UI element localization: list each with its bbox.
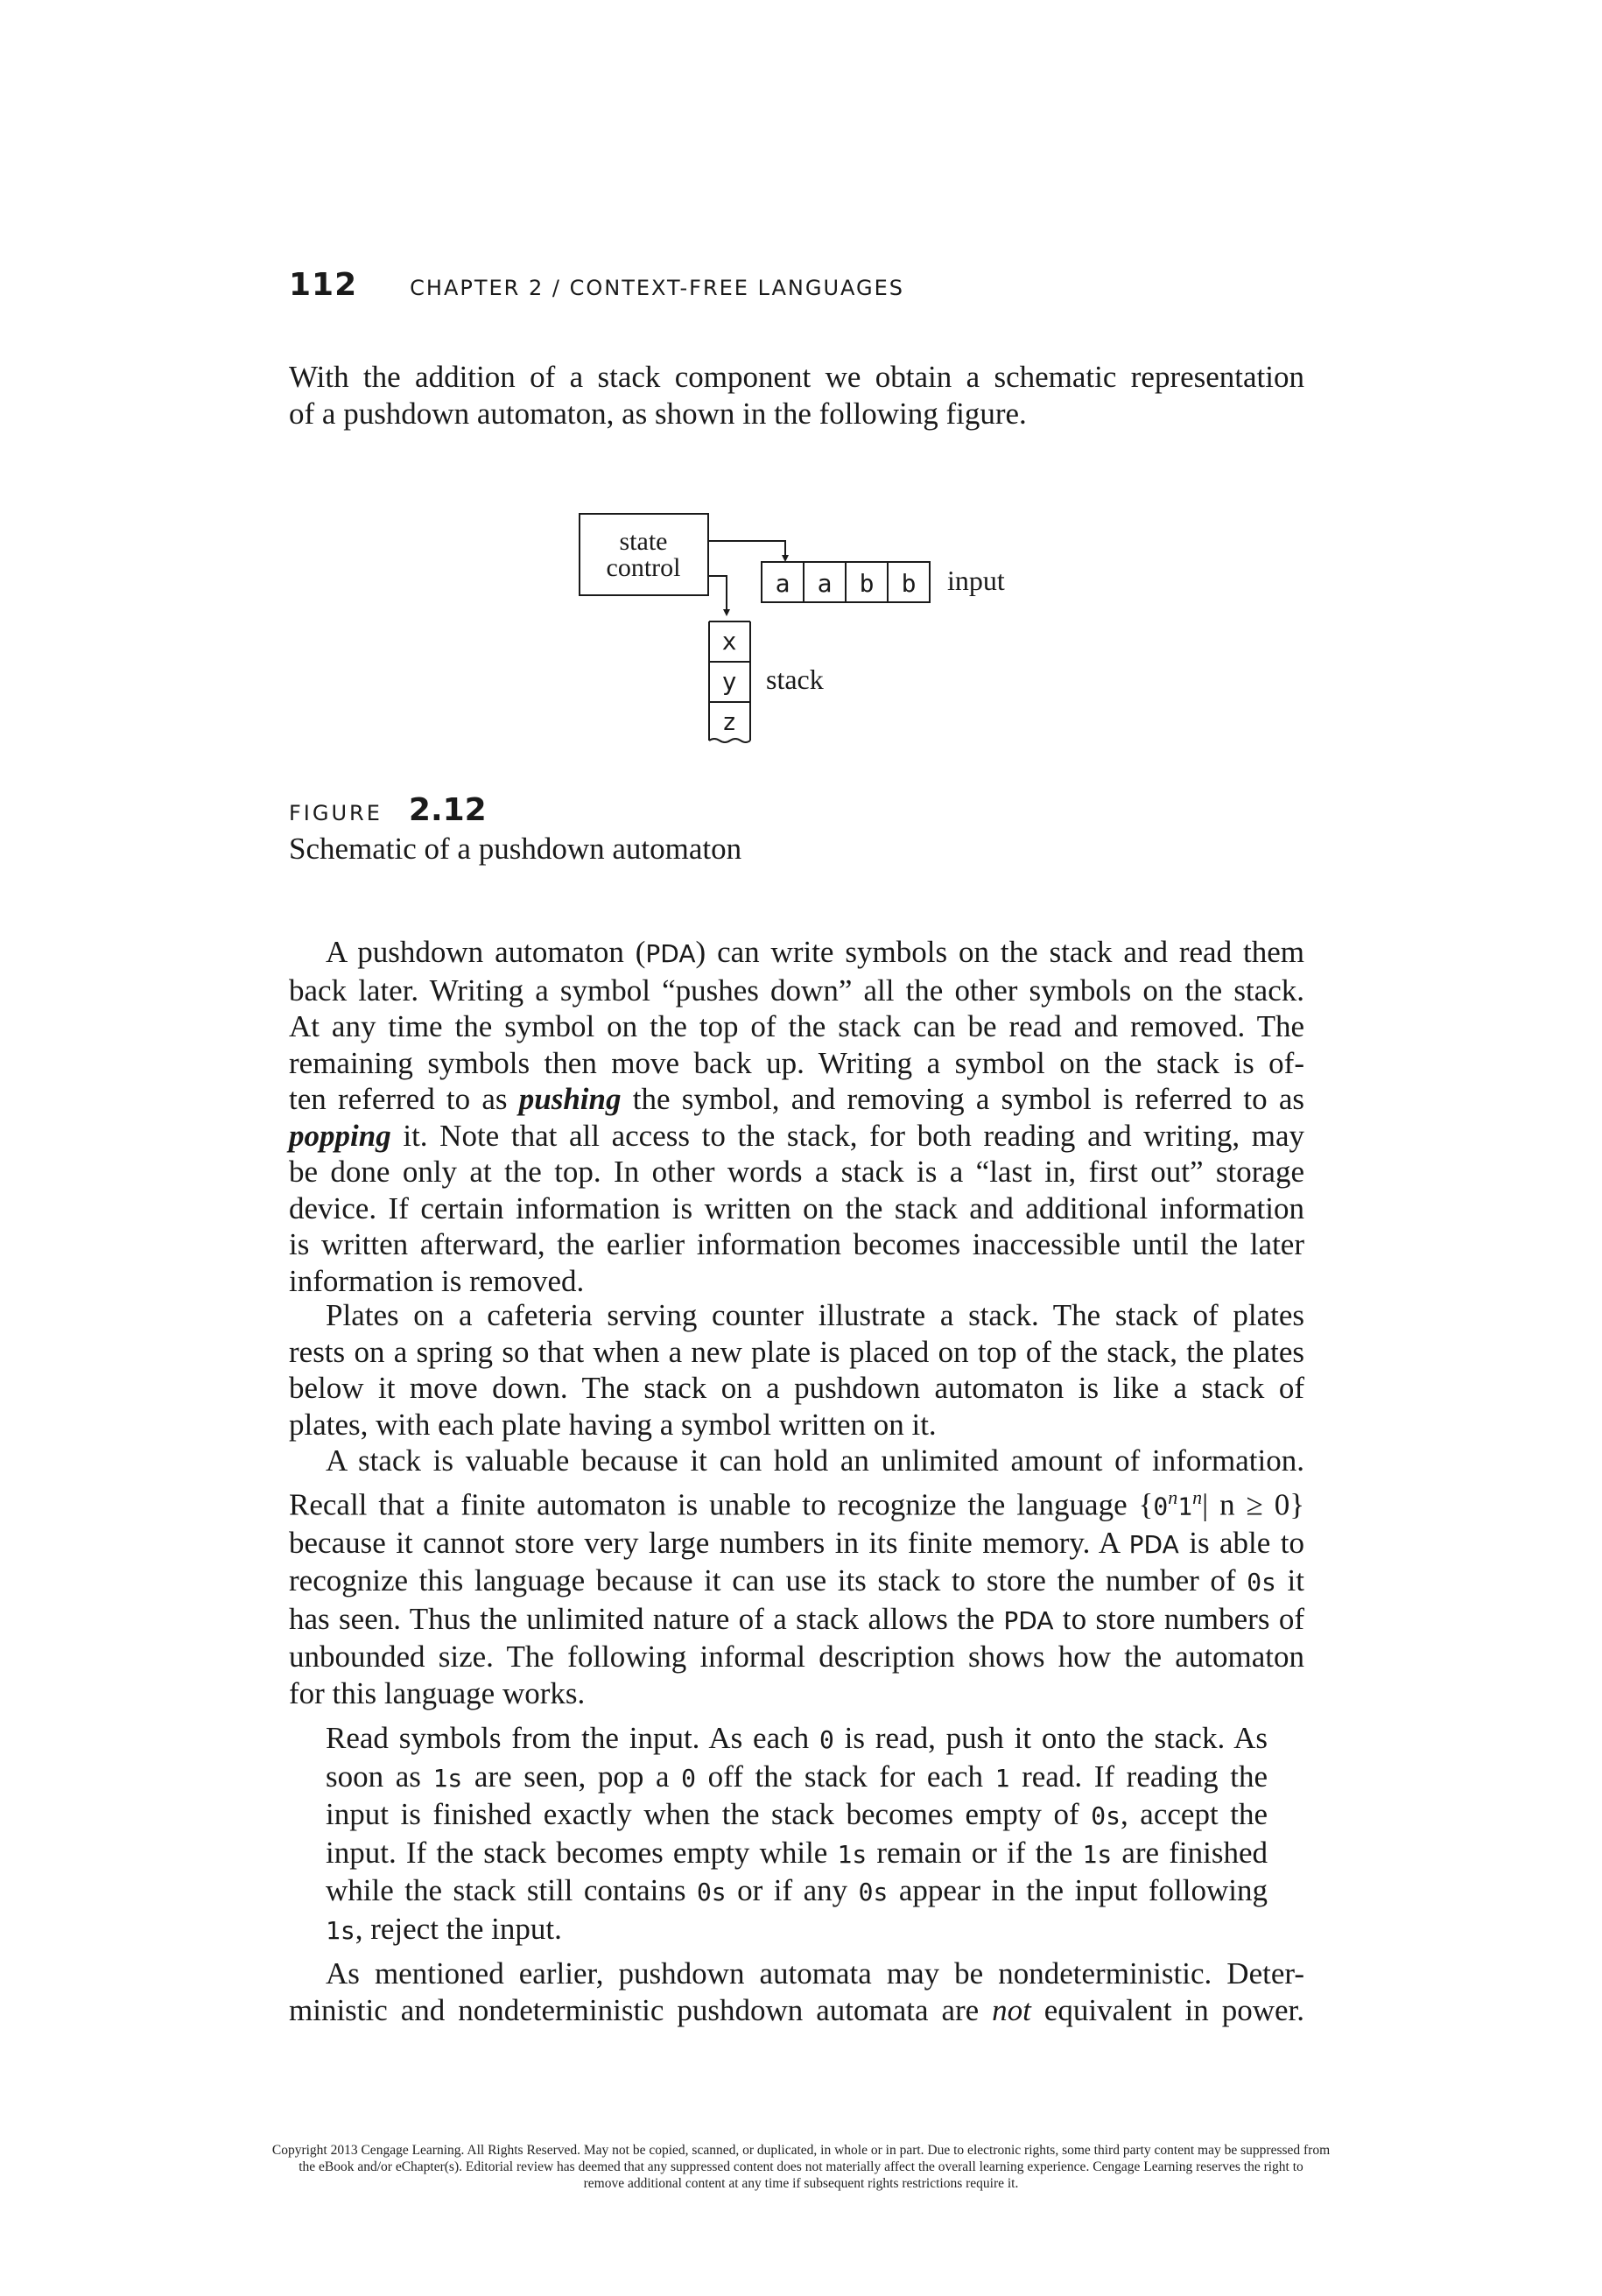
page-number: 112 [289, 267, 358, 303]
text-line: soon as 1s are seen, pop a 0 off the stack for each 1 read. If reading the [326, 1759, 1268, 1794]
text-line: popping it. Note that all access to the stack, for both reading and writing, may [289, 1118, 1304, 1153]
input-cell: b [901, 569, 917, 598]
text-line: At any time the symbol on the top of the stack can be read and removed. The [289, 1009, 1304, 1043]
text-line: recognize this language because it can use its stack to store the number of 0s it [289, 1563, 1304, 1598]
figure-word: FIGURE [289, 801, 383, 825]
figure-caption: Schematic of a pushdown automaton [289, 832, 742, 866]
input-label: input [947, 565, 1005, 596]
stack-cell: x [721, 627, 737, 656]
text-line: input. If the stack becomes empty while 1s remain or if the 1s are finished [326, 1835, 1268, 1870]
text-line: ten referred to as pushing the symbol, and removing a symbol is referred to as [289, 1082, 1304, 1116]
input-cell: a [775, 569, 790, 598]
text-line: rests on a spring so that when a new plate is placed on top of the stack, the plates [289, 1334, 1304, 1369]
text-line: has seen. Thus the unlimited nature of a stack allows the PDA to store numbers of [289, 1601, 1304, 1636]
informal-description [326, 1720, 1268, 1948]
paragraph-stack-value [289, 1443, 1304, 1711]
arrowhead [782, 555, 789, 562]
page-header [289, 267, 904, 311]
figure-number: 2.12 [408, 792, 487, 828]
term-popping: popping [289, 1118, 391, 1153]
text-line: for this language works. [289, 1675, 586, 1710]
text-line: 1s, reject the input. [326, 1911, 562, 1946]
term-pushing: pushing [518, 1082, 622, 1116]
text-line: A pushdown automaton (PDA) can write symbols on the stack and read them [326, 935, 1304, 969]
stack-head-arrow [708, 576, 727, 611]
state-control-label-2: control [606, 553, 681, 582]
text-line: information is removed. [289, 1263, 585, 1298]
text-line: remaining symbols then move back up. Writing a symbol on the stack is of- [289, 1045, 1304, 1080]
paragraph-nondeterminism [289, 1955, 1304, 2028]
text-line: plates, with each plate having a symbol written on it. [289, 1407, 937, 1442]
paragraph-pda-stack [289, 934, 1304, 1299]
copyright-footer [193, 2142, 1409, 2192]
text-line: ministic and nondeterministic pushdown automata are not equivalent in power. [289, 1992, 1304, 2027]
stack-label: stack [766, 664, 824, 695]
input-cell: b [859, 569, 875, 598]
input-cell: a [817, 569, 833, 598]
footer-line: the eBook and/or eChapter(s). Editorial review has deemed that any suppressed content does not materially affect the overall learning experience. Cengage Learning reserves the right to [299, 2159, 1303, 2174]
text-line: back later. Writing a symbol “pushes down” all the other symbols on the stack. [289, 972, 1304, 1008]
input-tape [762, 562, 930, 602]
footer-line: remove additional content at any time if subsequent rights restrictions require it. [583, 2176, 1019, 2191]
stack-cell: z [721, 707, 737, 736]
text-line: below it move down. The stack on a pushdown automaton is like a stack of [289, 1371, 1304, 1405]
emphasis-not: not [992, 1992, 1031, 2027]
text-line: is written afterward, the earlier information becomes inaccessible until the later [289, 1227, 1304, 1261]
input-head-arrow [708, 541, 785, 557]
arrowhead [723, 609, 730, 616]
paragraph-plates [289, 1297, 1304, 1443]
footer-line: Copyright 2013 Cengage Learning. All Rights Reserved. May not be copied, scanned, or duplicated, in whole or in part. Due to electronic rights, some third party content may be suppressed from [271, 2143, 1331, 2158]
stack-column [709, 621, 750, 741]
text-line: Read symbols from the input. As each 0 is read, push it onto the stack. As [326, 1721, 1268, 1755]
figure-label [289, 792, 487, 828]
text-line: input is finished exactly when the stack becomes empty of 0s, accept the [326, 1797, 1268, 1831]
text-line: be done only at the top. In other words a stack is a “last in, first out” storage [289, 1155, 1304, 1189]
text-line: With the addition of a stack component we obtain a schematic representation [289, 360, 1304, 394]
running-head: CHAPTER 2 / CONTEXT-FREE LANGUAGES [410, 276, 905, 300]
text-line: device. If certain information is written on the stack and additional information [289, 1190, 1304, 1225]
text-line: unbounded size. The following informal description shows how the automaton [289, 1639, 1304, 1675]
stack-bottom-wave [709, 739, 750, 742]
stack-cell: y [721, 667, 737, 696]
intro-paragraph [289, 359, 1304, 432]
text-line: A stack is valuable because it can hold an unlimited amount of information. [326, 1443, 1304, 1478]
state-control-label-1: state [619, 527, 668, 556]
text-line: As mentioned earlier, pushdown automata may be nondeterministic. Deter- [326, 1956, 1304, 1991]
text-line: of a pushdown automaton, as shown in the following figure. [289, 396, 1027, 431]
text-line: because it cannot store very large numbers in its finite memory. A PDA is able to [289, 1525, 1304, 1560]
text-line: Plates on a cafeteria serving counter illustrate a stack. The stack of plates [326, 1298, 1304, 1332]
state-control-box [580, 514, 708, 595]
text-line: while the stack still contains 0s or if any 0s appear in the input following [326, 1873, 1268, 1907]
text-line: Recall that a finite automaton is unable to recognize the language {0$^n$1$^n$| n ≥ 0} [289, 1485, 1304, 1522]
